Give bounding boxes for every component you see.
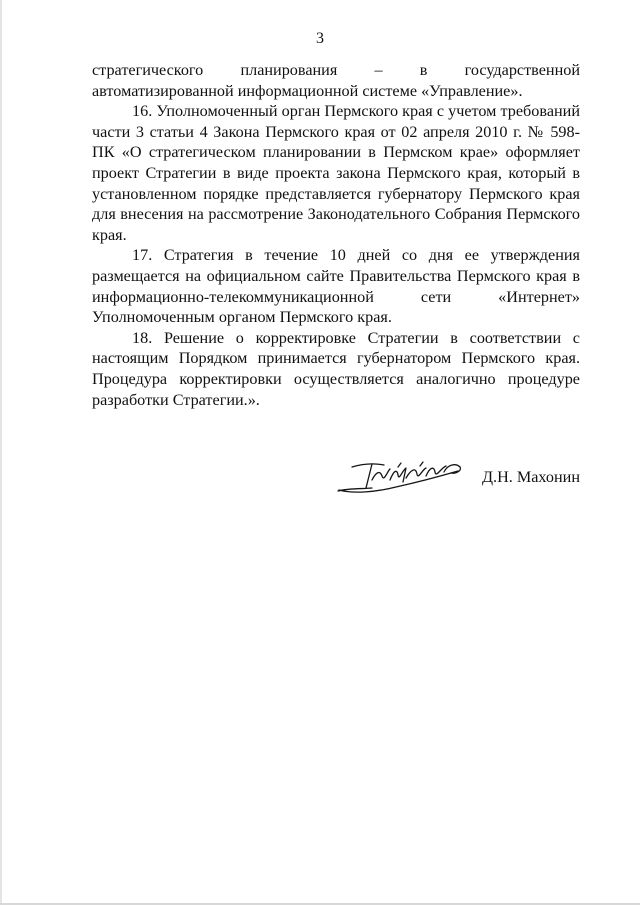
document-body bbox=[92, 60, 580, 410]
handwritten-signature bbox=[336, 458, 464, 498]
paragraph-16: 16. Уполномоченный орган Пермского края с учетом требований части 3 статьи 4 Закона Пермского края от 02 апреля 2010 г. № 598-ПК «О стратегическом планировании в Пермском крае» оформляет проект Стратегии в виде проекта закона Пермского края, который в установленном порядке представляется губернатору Пермского края для внесения на рассмотрение Законодательного Собрания Пермского края. bbox=[92, 102, 580, 244]
scan-left-edge bbox=[0, 0, 2, 905]
paragraph-17: 17. Стратегия в течение 10 дней со дня ее утверждения размещается на официальном сайте Правительства Пермского края в информационно-телекоммуникационной сети «Интернет» Уполномоченным органом Пермского края. bbox=[92, 246, 580, 327]
signer-name: Д.Н. Махонин bbox=[481, 468, 580, 486]
paragraph-18: 18. Решение о корректировке Стратегии в соответствии с настоящим Порядком принимается губернатором Пермского края. Процедура корректировки осуществляется аналогично процедуре разработки Стратегии.». bbox=[92, 328, 580, 409]
page-number: 3 bbox=[316, 30, 324, 47]
paragraph-continuation: стратегического планирования – в государственной автоматизированной информационной системе «Управление». bbox=[92, 61, 580, 100]
